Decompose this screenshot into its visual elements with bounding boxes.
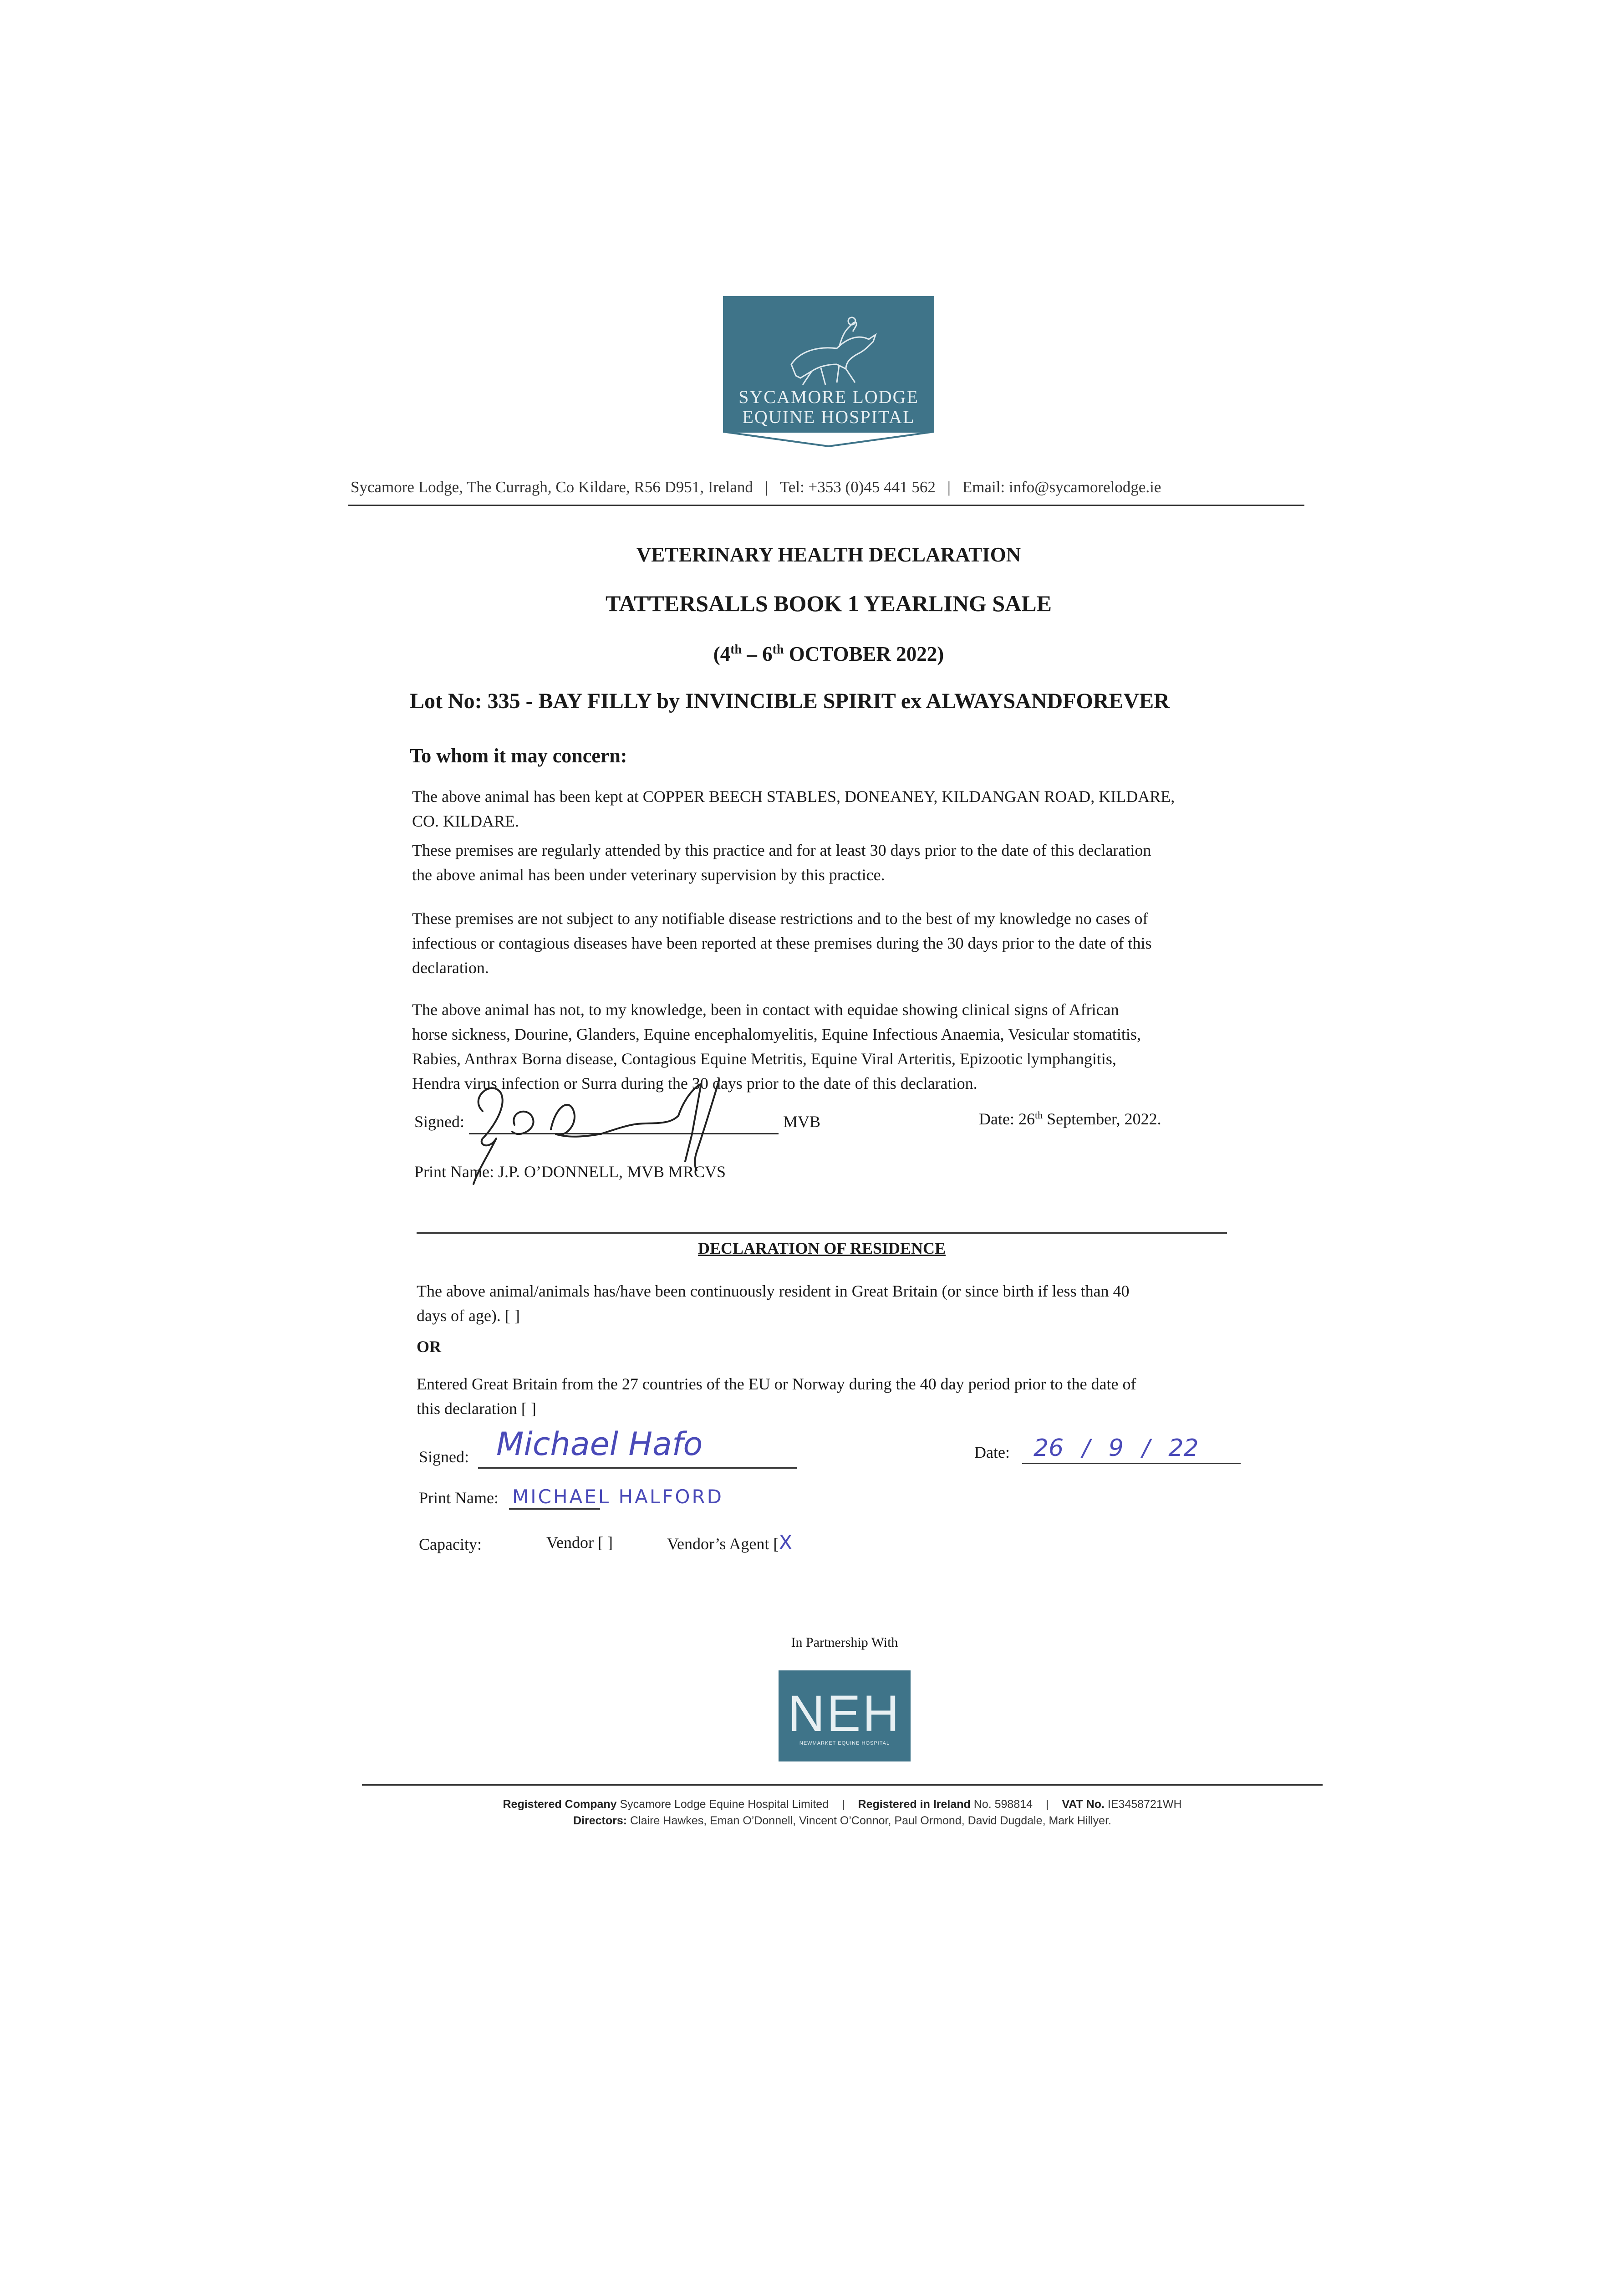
paragraph-line: infectious or contagious diseases have been reported at these premises during the 30 days prior to the date of this (412, 934, 1152, 952)
residence-paragraph-eu (417, 1372, 1263, 1421)
paragraph-attendance (412, 838, 1259, 887)
section-divider (417, 1232, 1227, 1234)
neh-logo-letters: NEH (788, 1685, 901, 1742)
dates-open: (4 (713, 643, 731, 665)
title-block (355, 543, 1302, 567)
vendor-agent-text: Vendor’s Agent [ (667, 1535, 779, 1553)
residence-paragraph (417, 1279, 1263, 1328)
logo-name-line1: SYCAMORE LODGE (738, 387, 919, 407)
footer-directors-value: Claire Hawkes, Eman O’Donnell, Vincent O’Connor, Paul Ormond, David Dugdale, Mark Hillyer. (627, 1814, 1111, 1827)
vendor-print-underline (509, 1508, 600, 1510)
vendor-date-label: Date: (974, 1443, 1010, 1461)
footer-divider (362, 1784, 1323, 1786)
vet-mvb-suffix: MVB (783, 1113, 821, 1131)
paragraph-line: Entered Great Britain from the 27 countries of the EU or Norway during the 40 day period prior to the date of (417, 1375, 1136, 1393)
footer-vat-label: VAT No. (1062, 1798, 1105, 1811)
paragraph-line: this declaration [ ] (417, 1399, 536, 1418)
vendor-date-value: 26 / 9 / 22 (1033, 1435, 1199, 1462)
footer-ireland-label: Registered in Ireland (858, 1798, 971, 1811)
sycamore-lodge-logo (723, 296, 934, 433)
email-text: Email: info@sycamorelodge.ie (962, 478, 1161, 496)
header-address-line: Sycamore Lodge, The Curragh, Co Kildare, R56 D951, Ireland | Tel: +353 (0)45 441 562 | Email: info@sycamorelodge.ie (351, 478, 1161, 496)
footer-ireland-value: No. 598814 (970, 1798, 1033, 1811)
salutation: To whom it may concern: (410, 745, 627, 767)
vet-print-name: Print Name: J.P. O’DONNELL, MVB MRCVS (414, 1163, 726, 1181)
capacity-vendor-agent (667, 1531, 792, 1554)
vet-date-sup: th (1034, 1109, 1043, 1121)
neh-logo (779, 1670, 911, 1761)
lot-number: Lot No: 335 - BAY FILLY by INVINCIBLE SPIRIT ex ALWAYSANDFOREVER (410, 689, 1170, 713)
dates-close: OCTOBER 2022) (784, 643, 944, 665)
declaration-title: VETERINARY HEALTH DECLARATION (636, 543, 1021, 566)
partner-label-block (728, 1635, 961, 1650)
vendor-print-label: Print Name: (419, 1489, 499, 1507)
paragraph-line: These premises are regularly attended by this practice and for at least 30 days prior to the date of this declaration (412, 841, 1151, 859)
vendor-signature-line (478, 1467, 797, 1469)
footer-vat-value: IE3458721WH (1104, 1798, 1182, 1811)
footer-company-value: Sycamore Lodge Equine Hospital Limited (616, 1798, 829, 1811)
paragraph-line: days of age). [ ] (417, 1307, 520, 1325)
paragraph-line: declaration. (412, 959, 489, 977)
paragraph-line: Hendra virus infection or Surra during the 30 days prior to the date of this declaration. (412, 1074, 977, 1093)
paragraph-premises (412, 784, 1259, 833)
footer-company-label: Registered Company (503, 1798, 617, 1811)
vendor-print-value: MICHAEL HALFORD (512, 1486, 724, 1508)
paragraph-line: horse sickness, Dourine, Glanders, Equine encephalomyelitis, Equine Infectious Anaemia, Vesicular stomatitis, (412, 1025, 1141, 1043)
paragraph-line: The above animal/animals has/have been continuously resident in Great Britain (or since birth if less than 40 (417, 1282, 1130, 1300)
residence-heading-block (417, 1239, 1227, 1258)
paragraph-line: The above animal has not, to my knowledge, been in contact with equidae showing clinical signs of African (412, 1001, 1119, 1019)
vet-date-text: Date: 26 (979, 1110, 1035, 1128)
paragraph-line: CO. KILDARE. (412, 812, 519, 830)
header-divider (348, 505, 1304, 506)
paragraph-line: These premises are not subject to any notifiable disease restrictions and to the best of my knowledge no cases of (412, 909, 1148, 928)
address-text: Sycamore Lodge, The Curragh, Co Kildare, R56 D951, Ireland (351, 478, 753, 496)
dates-sup1: th (730, 643, 742, 657)
logo-name-line2: EQUINE HOSPITAL (742, 407, 915, 427)
paragraph-restrictions (412, 906, 1259, 980)
vendor-signature: Michael Hafo (496, 1425, 703, 1463)
sale-dates (355, 642, 1302, 666)
or-separator: OR (417, 1338, 441, 1356)
paragraph-line: Rabies, Anthrax Borna disease, Contagious Equine Metritis, Equine Viral Arteritis, Epizootic lymphangitis, (412, 1050, 1116, 1068)
footer-directors (362, 1814, 1323, 1828)
dates-mid: – 6 (742, 643, 773, 665)
vendor-date-line (1022, 1463, 1241, 1464)
neh-logo-subtitle: NEWMARKET EQUINE HOSPITAL (799, 1741, 890, 1746)
partner-label: In Partnership With (791, 1635, 898, 1650)
sale-title: TATTERSALLS BOOK 1 YEARLING SALE (606, 591, 1052, 616)
footer-directors-label: Directors: (573, 1814, 627, 1827)
vet-sign-date (979, 1109, 1161, 1128)
paragraph-line: The above animal has been kept at COPPER BEECH STABLES, DONEANEY, KILDANGAN ROAD, KILDARE, (412, 787, 1175, 806)
vet-signed-label: Signed: (414, 1113, 465, 1131)
vendor-agent-check: X (779, 1531, 793, 1554)
logo-chevron (723, 432, 934, 450)
vet-date-suffix: September, 2022. (1043, 1110, 1161, 1128)
paragraph-line: the above animal has been under veterinary supervision by this practice. (412, 866, 885, 884)
capacity-label: Capacity: (419, 1535, 482, 1553)
capacity-vendor: Vendor [ ] (546, 1533, 613, 1552)
sale-title-block (355, 590, 1302, 617)
telephone-text: Tel: +353 (0)45 441 562 (779, 478, 936, 496)
footer-registration: Registered Company Sycamore Lodge Equine Hospital Limited | Registered in Ireland No. 598814 | VAT No. IE3458721WH (503, 1798, 1182, 1811)
vendor-signed-label: Signed: (419, 1448, 469, 1466)
dates-sup2: th (772, 643, 784, 657)
residence-heading: DECLARATION OF RESIDENCE (697, 1239, 946, 1257)
